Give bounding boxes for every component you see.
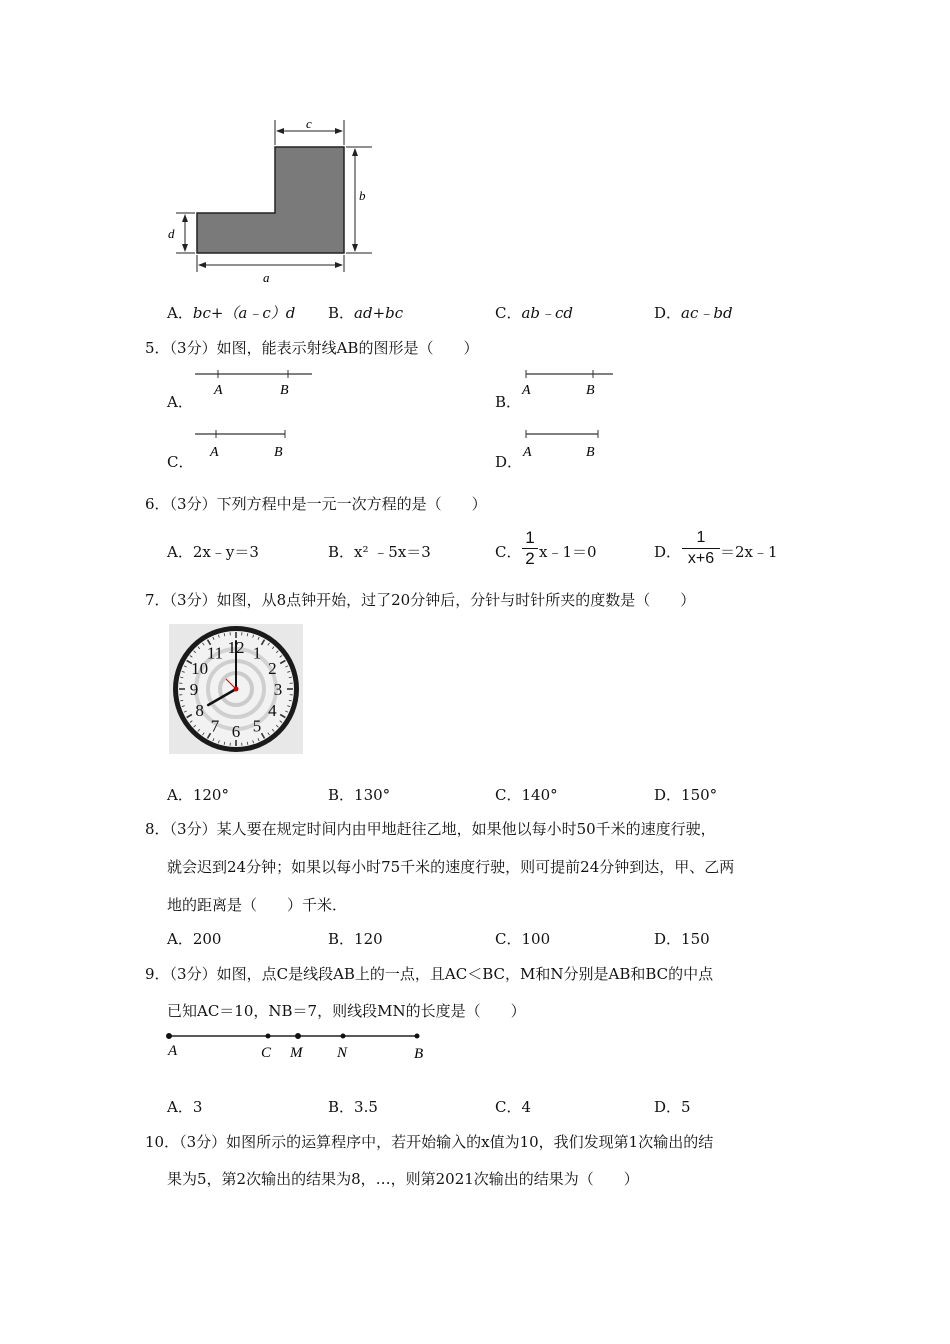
q8-option-b[interactable]: B．120 <box>328 930 383 948</box>
q7-option-d[interactable]: D．150° <box>654 786 718 804</box>
q9-option-d[interactable]: D．5 <box>654 1098 691 1116</box>
label-b: b <box>359 188 366 203</box>
label-d: d <box>168 226 175 241</box>
q5-option-d-figure[interactable] <box>518 428 618 462</box>
label-point-n: N <box>337 1045 348 1061</box>
q7-option-c[interactable]: C．140° <box>495 786 558 804</box>
q9-option-c[interactable]: C．4 <box>495 1098 532 1116</box>
clock-number: 5 <box>252 716 262 736</box>
q7-stem: 7．（3分）如图，从8点钟开始，过了20分钟后，分针与时针所夹的度数是（ ） <box>145 591 696 609</box>
q9-line-2: 已知AC＝10，NB＝7，则线段MN的长度是（ ） <box>167 1002 526 1020</box>
clock-number: 3 <box>273 680 283 699</box>
clock-figure <box>169 624 303 754</box>
q6-option-c[interactable]: C． <box>495 543 522 561</box>
q8-line-3: 地的距离是（ ）千米． <box>167 896 348 914</box>
clock-number: 12 <box>227 638 245 657</box>
clock-number: 7 <box>210 716 220 736</box>
point-b <box>415 1034 420 1039</box>
point-m <box>295 1033 301 1039</box>
l-shape-figure <box>160 112 380 287</box>
clock-number: 8 <box>195 701 204 720</box>
q4-option-d[interactable]: D．ac﹣bd <box>654 304 733 322</box>
q6-option-b[interactable]: B．x² ﹣5x＝3 <box>328 543 431 561</box>
q5-option-c-figure[interactable] <box>190 428 300 462</box>
label-point-a: A <box>168 1043 178 1059</box>
q5-option-b-letter[interactable]: B． <box>495 393 522 411</box>
q8-option-d[interactable]: D．150 <box>654 930 710 948</box>
q6-option-d-fraction: 1 x+6 <box>682 528 720 569</box>
q6-option-c-rest: x﹣1＝0 <box>539 543 597 561</box>
q4-option-c[interactable]: C．ab﹣cd <box>495 304 574 322</box>
clock-number: 4 <box>268 701 277 720</box>
q6-option-d-rest: ＝2x﹣1 <box>720 543 778 561</box>
svg-text:A: A <box>522 383 531 398</box>
q8-line-1: 8．（3分）某人要在规定时间内由甲地赶往乙地，如果他以每小时50千米的速度行驶， <box>145 820 716 838</box>
label-c: c <box>306 116 312 131</box>
label-a: a <box>263 270 270 285</box>
clock-number: 10 <box>191 659 209 678</box>
q7-option-b[interactable]: B．130° <box>328 786 391 804</box>
svg-text:B: B <box>586 445 595 460</box>
clock-number: 9 <box>189 680 199 699</box>
segment-figure <box>160 1026 440 1066</box>
label-point-c: C <box>261 1045 272 1061</box>
q5-option-c-letter[interactable]: C． <box>167 453 194 471</box>
q7-option-a[interactable]: A．120° <box>167 786 229 804</box>
q8-line-2: 就会迟到24分钟；如果以每小时75千米的速度行驶，则可提前24分钟到达，甲、乙两 <box>167 858 735 876</box>
q10-line-2: 果为5，第2次输出的结果为8，…，则第2021次输出的结果为（ ） <box>167 1170 639 1188</box>
point-c <box>266 1034 271 1039</box>
point-n <box>341 1034 346 1039</box>
svg-text:B: B <box>586 383 595 398</box>
q5-option-a-figure[interactable] <box>190 368 320 402</box>
svg-text:A: A <box>523 445 532 460</box>
q8-option-a[interactable]: A．200 <box>167 930 222 948</box>
svg-text:A: A <box>214 383 223 398</box>
q5-option-b-figure[interactable] <box>518 368 618 402</box>
q6-option-a[interactable]: A．2x﹣y＝3 <box>167 543 259 561</box>
q10-line-1: 10．（3分）如图所示的运算程序中，若开始输入的x值为10，我们发现第1次输出的结 <box>145 1133 714 1151</box>
q6-stem: 6．（3分）下列方程中是一元一次方程的是（ ） <box>145 495 487 513</box>
clock-number: 6 <box>231 722 241 741</box>
q5-stem: 5．（3分）如图，能表示射线AB的图形是（ ） <box>145 339 479 357</box>
svg-text:B: B <box>280 383 289 398</box>
q5-option-a-letter[interactable]: A． <box>167 393 193 411</box>
q5-option-d-letter[interactable]: D． <box>495 453 523 471</box>
q9-option-a[interactable]: A．3 <box>167 1098 203 1116</box>
label-point-b: B <box>414 1046 424 1062</box>
q6-option-c-fraction: 1 2 <box>520 528 540 569</box>
q4-option-b[interactable]: B．ad+bc <box>328 304 404 322</box>
point-a <box>166 1033 172 1039</box>
q8-option-c[interactable]: C．100 <box>495 930 551 948</box>
q4-option-a[interactable]: A．bc+（a﹣c）d <box>167 304 296 322</box>
q6-option-d[interactable]: D． <box>654 543 682 561</box>
clock-number: 2 <box>268 659 277 678</box>
label-point-m: M <box>290 1045 303 1061</box>
q9-line-1: 9．（3分）如图，点C是线段AB上的一点，且AC＜BC，M和N分别是AB和BC的中点 <box>145 965 714 983</box>
svg-text:B: B <box>274 445 283 460</box>
clock-number: 1 <box>252 643 262 663</box>
svg-text:A: A <box>210 445 219 460</box>
q9-option-b[interactable]: B．3.5 <box>328 1098 378 1116</box>
clock-number: 11 <box>206 643 224 663</box>
